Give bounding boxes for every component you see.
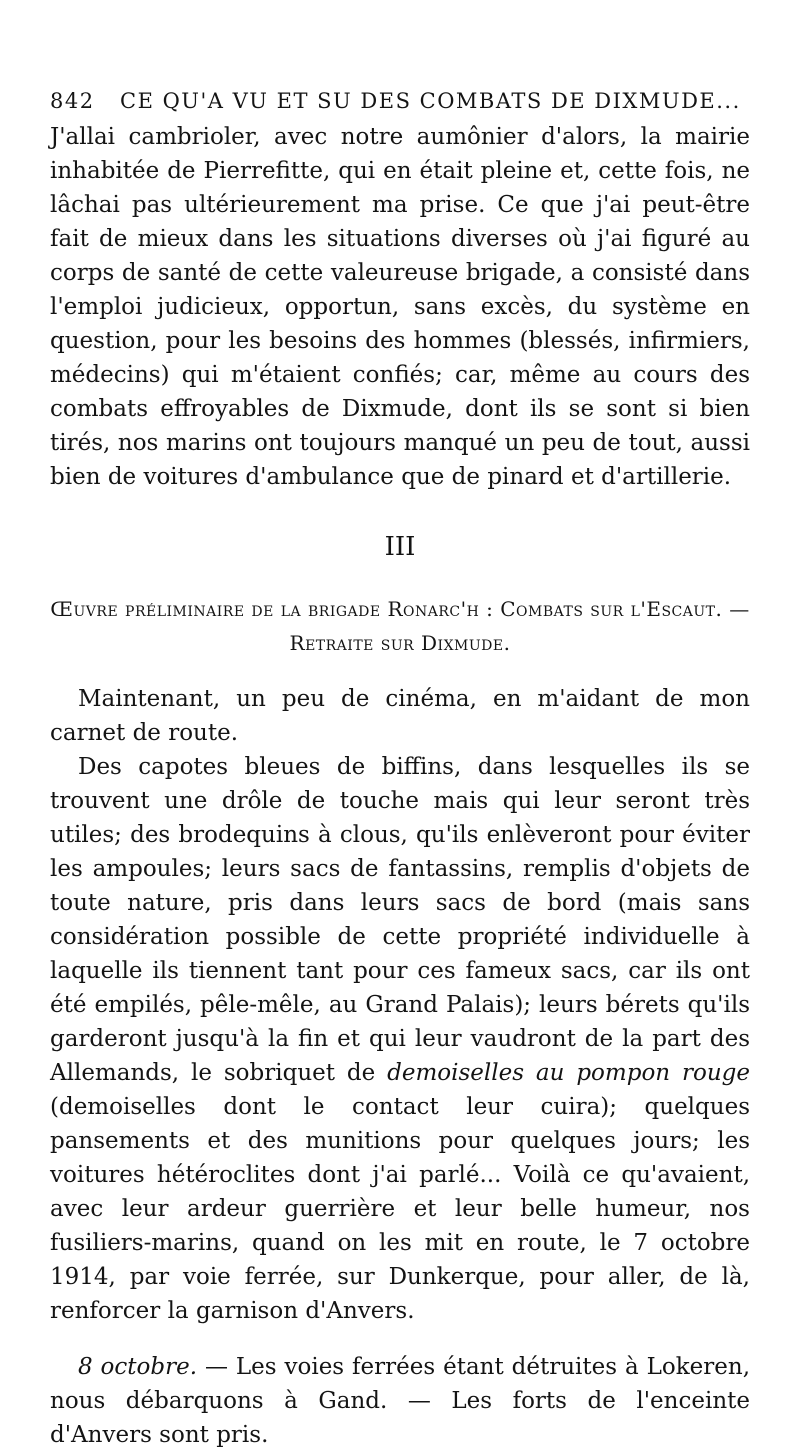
paragraph-4 <box>50 1350 750 1452</box>
section-title <box>50 592 750 660</box>
section-title-line-2: Retraite sur Dixmude. <box>289 631 511 655</box>
running-title: CE QU'A VU ET SU DES COMBATS DE DIXMUDE... <box>120 89 741 113</box>
paragraph-4-text: — Les voies ferrées étant détruites à Lokeren, nous débarquons à Gand. — Les forts de l'enceinte d'Anvers sont pris. <box>50 1354 751 1448</box>
paragraph-1: J'allai cambrioler, avec notre aumônier d'alors, la mairie inhabitée de Pierrefitte, qui en était pleine et, cette fois, ne lâchai pas ultérieurement ma prise. Ce que j'ai peut-être fait de mieux dans les situations diverses où j'ai figuré au corps de santé de cette valeureuse brigade, a consisté dans l'emploi judicieux, opportun, sans excès, du système en question, pour les besoins des hommes (blessés, infirmiers, médecins) qui m'étaient confiés; car, même au cours des combats effroyables de Dixmude, dont ils se sont si bien tirés, nos marins ont toujours manqué un peu de tout, aussi bien de voitures d'ambulance que de pinard et d'artillerie. <box>50 124 750 490</box>
paragraph-3-text-b: (demoiselles dont le contact leur cuira); quelques pansements et des munitions pour quelques jours; les voitures hétéroclites dont j'ai parlé... Voilà ce qu'avaient, avec leur ardeur guerrière et leur belle humeur, nos fusiliers-marins, quand on les mit en route, le 7 octobre 1914, par voie ferrée, sur Dunkerque, pour aller, de là, renforcer la garnison d'Anvers. <box>50 1094 750 1324</box>
page-number: 842 <box>50 89 95 113</box>
section-title-line-1: Œuvre préliminaire de la brigade Ronarc'h : Combats sur l'Escaut. — <box>50 597 750 621</box>
entry-date: 8 octobre. <box>78 1354 198 1380</box>
paragraph-2: Maintenant, un peu de cinéma, en m'aidant de mon carnet de route. <box>50 686 750 746</box>
paragraph-3 <box>50 750 750 1328</box>
book-page <box>50 86 750 1452</box>
section-number: III <box>384 532 416 562</box>
running-head <box>50 86 750 116</box>
paragraph-3-text-a: Des capotes bleues de biffins, dans lesquelles ils se trouvent une drôle de touche mais qui leur seront très utiles; des brodequins à clous, qu'ils enlèveront pour éviter les ampoules; leurs sacs de fantassins, remplis d'objets de toute nature, pris dans leurs sacs de bord (mais sans considération possible de cette propriété individuelle à laquelle ils tiennent tant pour ces fameux sacs, car ils ont été empilés, pêle-mêle, au Grand Palais); leurs bérets qu'ils garderont jusqu'à la fin et qui leur vaudront de la part des Allemands, le sobriquet de <box>50 754 750 1086</box>
paragraph-3-italic: demoiselles au pompon rouge <box>387 1060 750 1086</box>
